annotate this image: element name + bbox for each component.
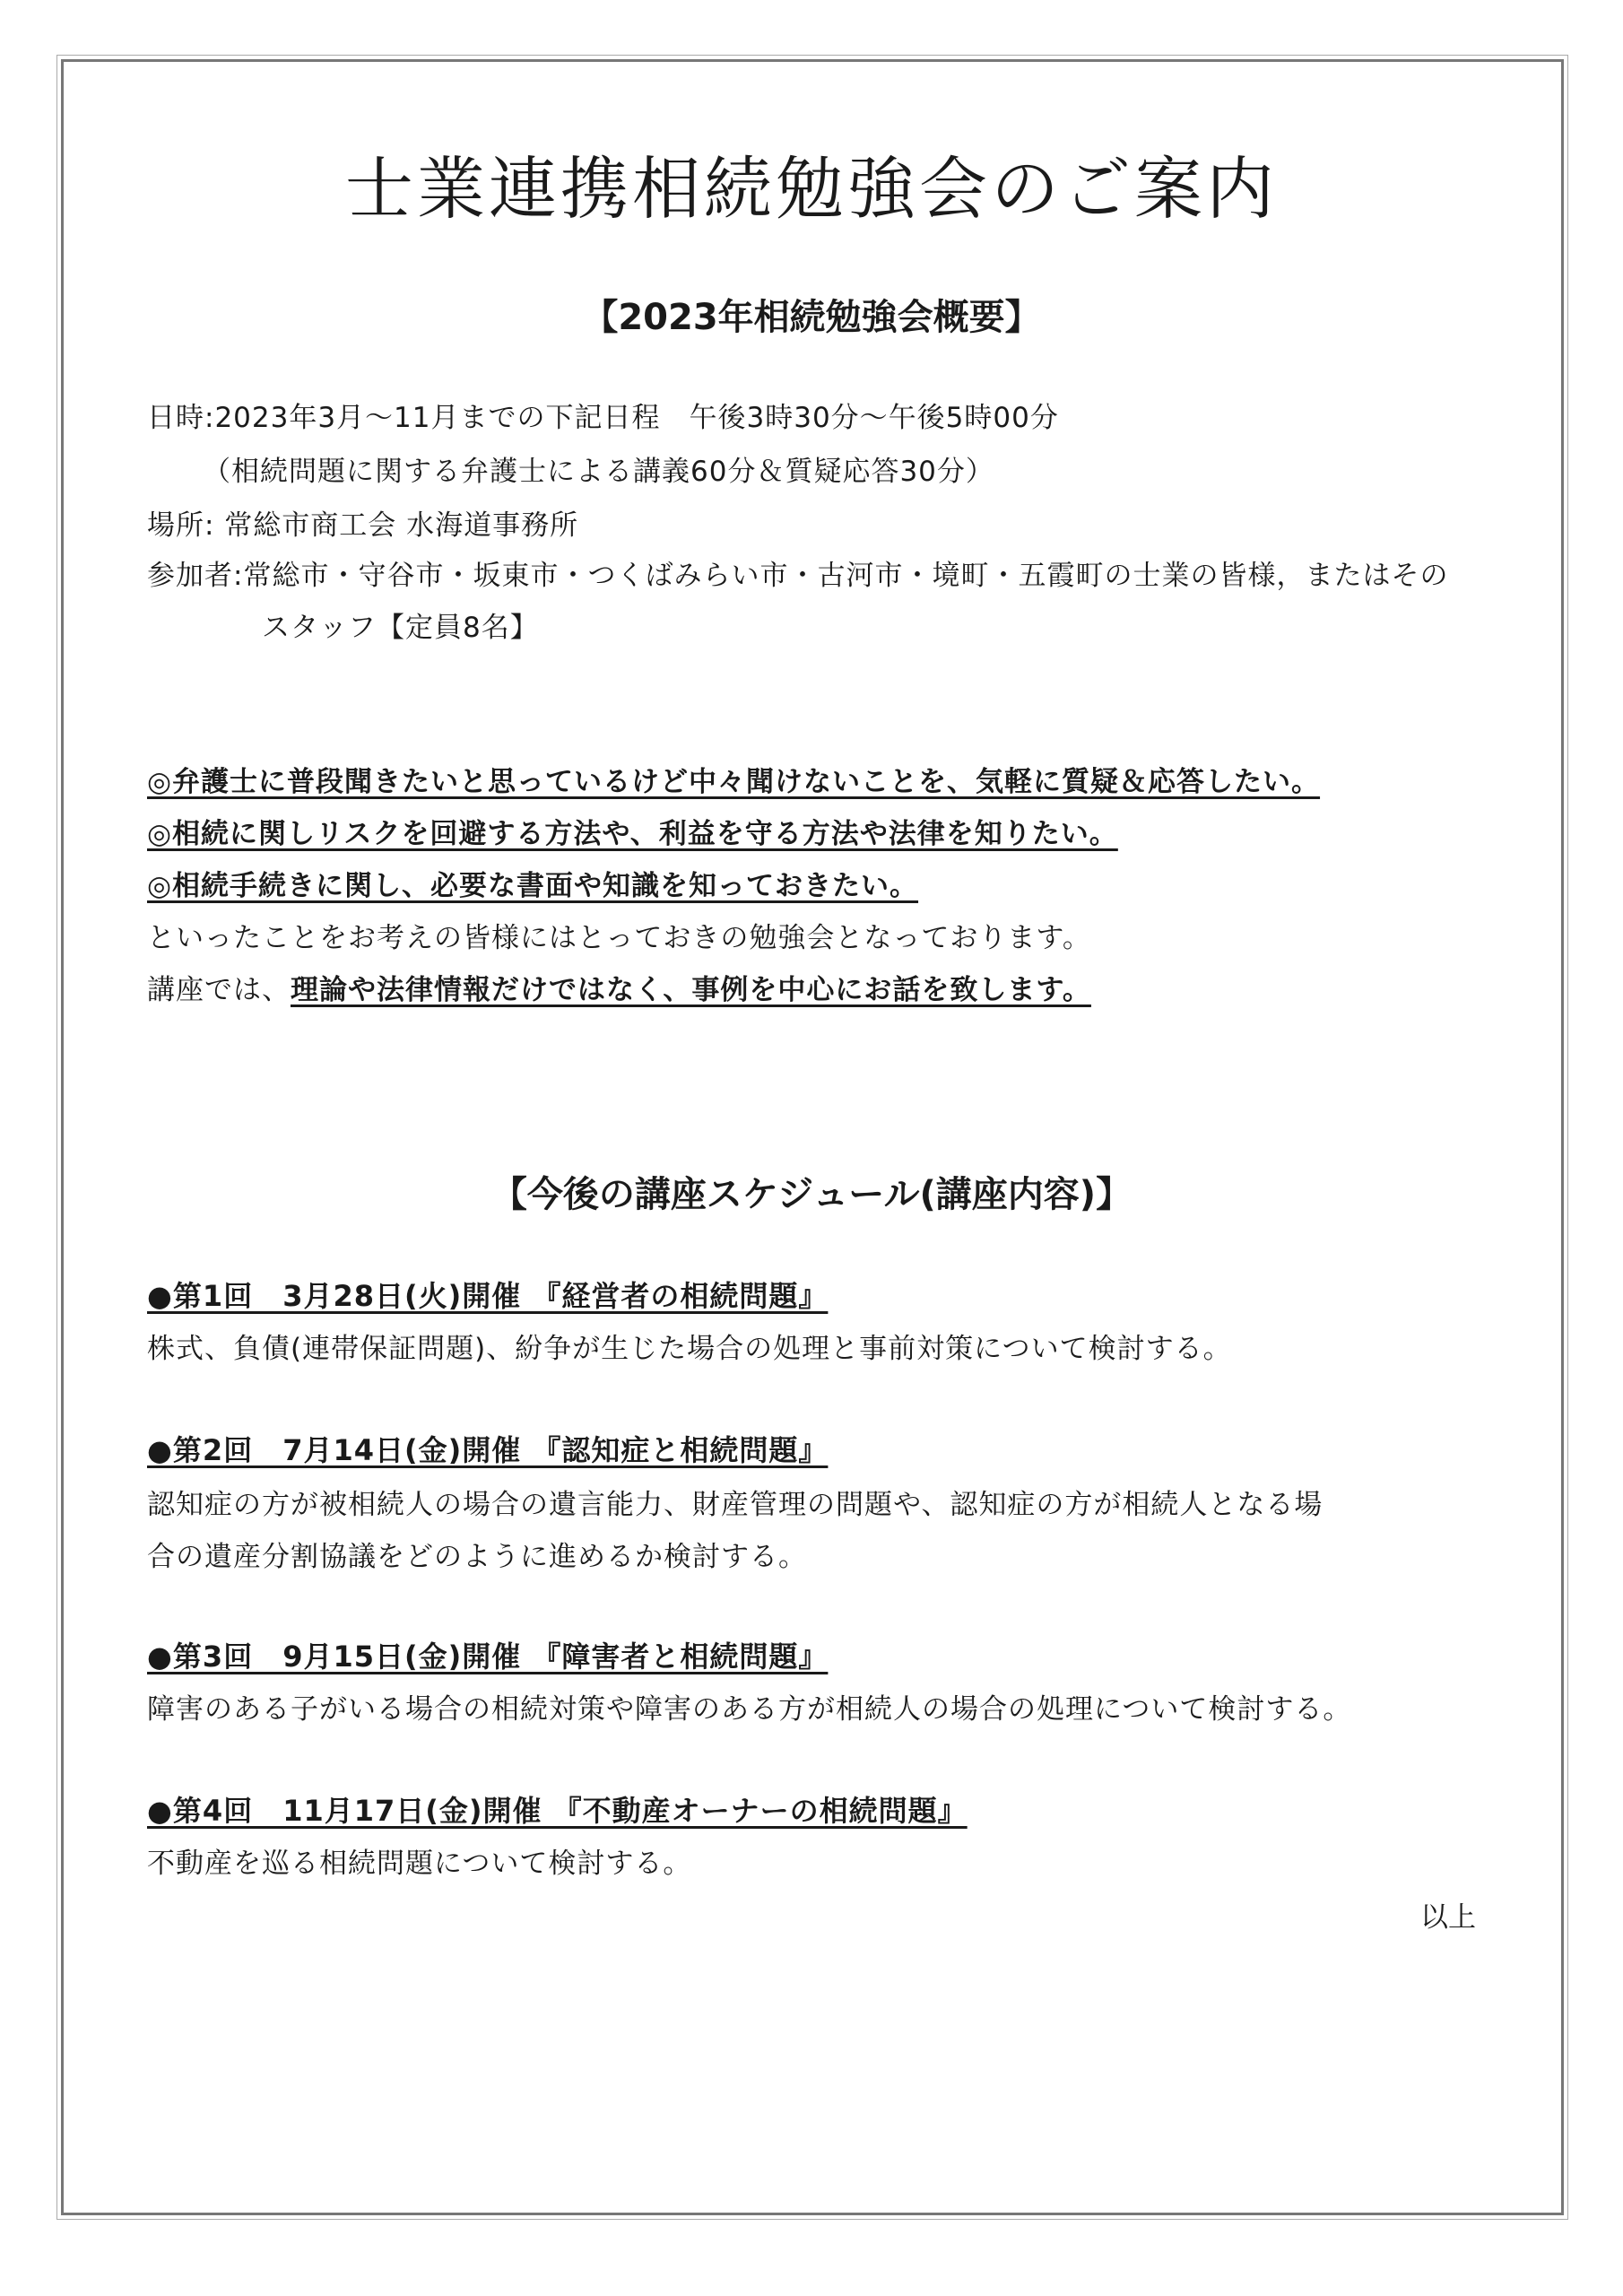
session-3-desc: 障害のある子がいる場合の相続対策や障害のある方が相続人の場合の処理について検討する。 (147, 1693, 1352, 1726)
session-2-header: ●第2回 7月14日(金)開催 『認知症と相続問題』 (147, 1433, 829, 1467)
document-title: 士業連携相続勉強会のご案内 (345, 149, 1278, 229)
datetime-note: （相続問題に関する弁護士による講義60分＆質疑応答30分） (203, 456, 994, 488)
session-1-header: ●第1回 3月28日(火)開催 『経営者の相続問題』 (147, 1279, 829, 1313)
page-border (61, 59, 1564, 2215)
participants-line-2: スタッフ【定員8名】 (262, 612, 539, 644)
session-2-desc-1: 認知症の方が被相続人の場合の遺言能力、財産管理の問題や、認知症の方が相続人となる場 (147, 1489, 1324, 1521)
datetime-line: 日時:2023年3月～11月までの下記日程 午後3時30分～午後5時00分 (147, 402, 1059, 434)
lecture-emphasis: 理論や法律情報だけではなく、事例を中心にお話を致します。 (291, 974, 1091, 1006)
intro-line: といったことをお考えの皆様にはとっておきの勉強会となっております。 (147, 922, 1091, 954)
session-4-header: ●第4回 11月17日(金)開催 『不動産オーナーの相続問題』 (147, 1794, 968, 1828)
session-1-desc: 株式、負債(連帯保証問題)、紛争が生じた場合の処理と事前対策について検討する。 (147, 1333, 1232, 1365)
session-4-desc: 不動産を巡る相続問題について検討する。 (147, 1848, 692, 1880)
participants-line-1: 参加者:常総市・守谷市・坂東市・つくばみらい市・古河市・境町・五霞町の士業の皆様，またはその (147, 560, 1449, 592)
lecture-prefix: 講座では、 (147, 974, 291, 1006)
session-2-desc-2: 合の遺産分割協議をどのように進めるか検討する。 (147, 1541, 807, 1573)
lecture-line (147, 967, 1091, 1007)
point-2: ◎相続に関しリスクを回避する方法や、利益を守る方法や法律を知りたい。 (147, 818, 1118, 850)
session-3-header: ●第3回 9月15日(金)開催 『障害者と相続問題』 (147, 1639, 829, 1674)
point-1: ◎弁護士に普段聞きたいと思っているけど中々聞けないことを、気軽に質疑＆応答したい。 (147, 766, 1321, 798)
venue-line: 場所: 常総市商工会 水海道事務所 (147, 509, 579, 542)
point-3: ◎相続手続きに関し、必要な書面や知識を知っておきたい。 (147, 870, 919, 902)
overview-heading: 【2023年相続勉強会概要】 (582, 297, 1041, 338)
closing-mark: 以上 (1420, 1901, 1476, 1934)
schedule-heading: 【今後の講座スケジュール(講座内容)】 (490, 1174, 1133, 1215)
